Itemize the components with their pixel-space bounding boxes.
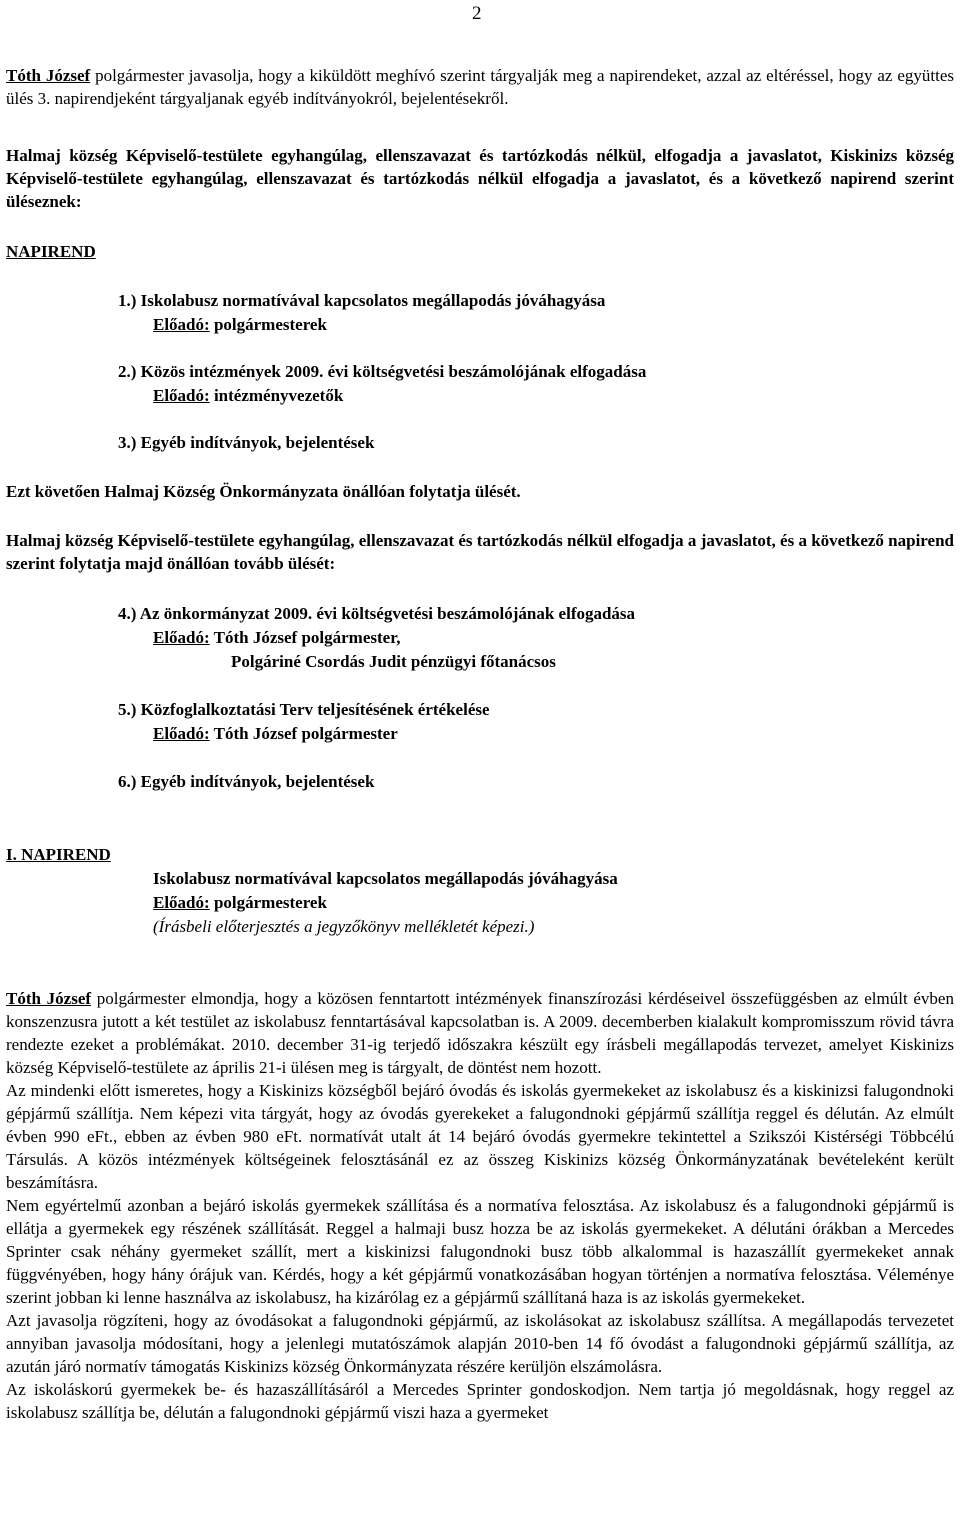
agenda-item-4-presenter-2: Polgáriné Csordás Judit pénzügyi főtanácsos	[231, 652, 556, 671]
napirend-heading: NAPIREND	[6, 242, 96, 261]
intro-paragraph	[6, 64, 954, 110]
section-1-title: Iskolabusz normatívával kapcsolatos megállapodás jóváhagyása	[153, 869, 618, 888]
body-paragraph-3: Nem egyértelmű azonban a bejáró iskolás gyermekek szállítása és a normatíva felosztása. Az iskolabusz és a falugondnoki gépjármű is ellátja a gyermekek egy részének szállítását. Reggel a halmaji busz hozza be az iskolás gyermekeket. A délutáni órákban a Mercedes Sprinter csak néhány gyermeket szállít, mert a kiskinizsi falugondnoki busz több alkalommal is hazaszállít gyermekeket annak függvényében, hogy hány órájuk van. Kérdés, hogy a két gépjármű vonatkozásában hogyan történjen a normatíva felosztása. Véleménye szerint jobban ki lenne használva az iskolabusz, ha kizárólag ez a gépjármű szállítaná haza is az iskolás gyermekeket.	[6, 1196, 954, 1307]
section-1-note: (Írásbeli előterjesztés a jegyzőkönyv mellékletét képezi.)	[153, 917, 535, 936]
agenda-item-1-presenter: Előadó: polgármesterek	[153, 315, 327, 334]
section-1-presenter: Előadó: polgármesterek	[153, 893, 327, 912]
continue-statement: Ezt követően Halmaj Község Önkormányzata önállóan folytatja ülését.	[6, 482, 521, 501]
body-paragraph-5: Az iskoláskorú gyermekek be- és hazaszállításáról a Mercedes Sprinter gondoskodjon. Nem tartja jó megoldásnak, hogy reggel az iskolabusz szállítja be, délután a falugondnoki gépjármű viszi haza a gyermeket	[6, 1380, 954, 1422]
agenda-item-2-presenter: Előadó: intézményvezetők	[153, 386, 344, 405]
agenda-item-4-presenter: Előadó: Tóth József polgármester,	[153, 628, 401, 647]
page-number: 2	[472, 3, 482, 24]
speaker-name: Tóth József	[6, 66, 91, 85]
body-paragraph-2: Az mindenki előtt ismeretes, hogy a Kiskinizs községből bejáró óvodás és iskolás gyermekeket az iskolabusz és a kiskinizsi falugondnoki gépjármű szállítja. Nem képezi vita tárgyát, hogy az óvodás gyerekeket a falugondnoki gépjármű szállítja reggel és délután. Az elmúlt évben 990 eFt., ebben az évben 980 eFt. normatívát utalt át 14 bejáró óvodás gyermekre tekintettel a Szikszói Kistérségi Többcélú Társulás. A közös intézmények költségeinek felosztásánál ez az összeg Kiskinizs község Önkormányzatának bevételeként került beszámításra.	[6, 1081, 954, 1192]
section-1-label: I. NAPIREND	[6, 845, 111, 864]
decision-own-agenda: Halmaj község Képviselő-testülete egyhangúlag, ellenszavazat és tartózkodás nélkül elfogadja a javaslatot, és a következő napirend szerint folytatja majd önállóan tovább ülését:	[6, 531, 954, 573]
decision-joint-agenda: Halmaj község Képviselő-testülete egyhangúlag, ellenszavazat és tartózkodás nélkül, elfogadja a javaslatot, Kiskinizs község Képviselő-testülete egyhangúlag, ellenszavazat és tartózkodás nélkül elfogadja a javaslatot, és a következő napirend szerint üléseznek:	[6, 146, 954, 211]
agenda-item-4-title: 4.) Az önkormányzat 2009. évi költségvetési beszámolójának elfogadása	[118, 604, 636, 623]
agenda-item-1-title: 1.) Iskolabusz normatívával kapcsolatos megállapodás jóváhagyása	[118, 291, 606, 310]
agenda-item-5-presenter: Előadó: Tóth József polgármester	[153, 724, 398, 743]
agenda-item-3-title: 3.) Egyéb indítványok, bejelentések	[118, 433, 375, 452]
agenda-item-2-title: 2.) Közös intézmények 2009. évi költségvetési beszámolójának elfogadása	[118, 362, 647, 381]
agenda-item-6-title: 6.) Egyéb indítványok, bejelentések	[118, 772, 375, 791]
body-paragraph-1: Tóth József polgármester elmondja, hogy a közösen fenntartott intézmények finanszírozási kérdéseivel összefüggésben az elmúlt évben konszenzusra jutott a két testület az iskolabusz fenntartásával kapcsolatban is. A 2009. decemberben kialakult kompromisszum rövid távra rendezte ezeket a problémákat. 2010. december 31-ig terjedő időszakra készült egy írásbeli megállapodás tervezet, amelyet Kiskinizs község Képviselő-testülete az április 21-i ülésen meg is tárgyalt, de döntést nem hozott.	[6, 989, 954, 1077]
body-paragraph-4: Azt javasolja rögzíteni, hogy az óvodásokat a falugondnoki gépjármű, az iskolásokat az iskolabusz szállítsa. A megállapodás tervezetet annyiban javasolja módosítani, hogy a jelenlegi mutatószámok alapján 2010-ben 14 fő óvodást a falugondnoki gépjármű szállítja, az azután járó normatív támogatás Kiskinizs község Önkormányzata részére kerüljön elszámolásra.	[6, 1311, 954, 1376]
intro-text: polgármester javasolja, hogy a kiküldött meghívó szerint tárgyalják meg a napirendeket, azzal az eltéréssel, hogy az együttes ülés 3. napirendjeként tárgyaljanak egyéb indítványokról, bejelentésekről.	[6, 66, 954, 108]
discussion-body	[6, 987, 954, 1424]
agenda-item-5-title: 5.) Közfoglalkoztatási Terv teljesítésének értékelése	[118, 700, 490, 719]
speaker-name: Tóth József	[6, 989, 92, 1008]
